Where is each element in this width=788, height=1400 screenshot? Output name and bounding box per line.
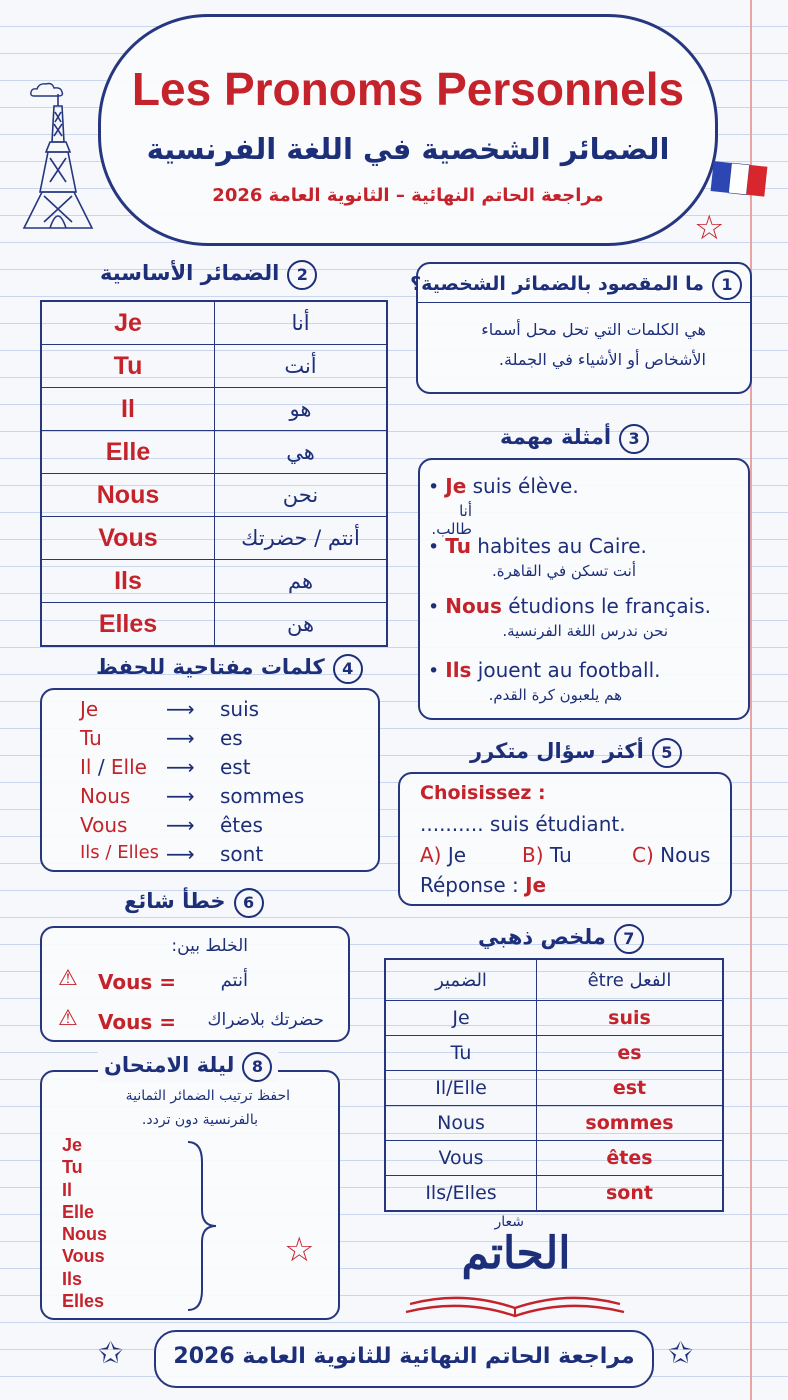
example-sentence: habites au Caire. [470, 534, 647, 558]
keyword-pronoun: Tu [80, 726, 102, 750]
example-sentence: étudions le français. [501, 594, 711, 618]
arabic-pronoun: أنا [215, 301, 388, 345]
footer-text: مراجعة الحاتم النهائية للثانوية العامة 2026 [173, 1344, 635, 1369]
keyword-verb: sommes [220, 784, 305, 808]
french-flag-icon [706, 158, 774, 200]
star-icon: ☆ [284, 1230, 315, 1270]
table-row [385, 1141, 723, 1176]
golden-summary-table [384, 958, 724, 1212]
example-pronoun: Je [445, 474, 467, 498]
list-item: Elles [62, 1291, 105, 1312]
arrow-icon: ⟶ [166, 697, 195, 721]
french-pronoun: Je [41, 301, 215, 345]
example-3-translation: نحن ندرس اللغة الفرنسية. [502, 622, 668, 640]
answer: Réponse : Je [420, 873, 547, 897]
section7-number: 7 [614, 924, 644, 954]
warning-icon: ⚠ [58, 1006, 78, 1031]
example-pronoun: Ils [445, 658, 472, 682]
section7-title: ملخص ذهبي [478, 925, 606, 949]
example-pronoun: Tu [445, 534, 471, 558]
arrow-icon: ⟶ [166, 726, 195, 750]
french-pronoun: Elle [41, 431, 215, 474]
warning-icon: ⚠ [58, 966, 78, 991]
table-row [41, 388, 387, 431]
keyword-row [80, 842, 159, 863]
divider [418, 302, 750, 303]
table-header-row [385, 959, 723, 1001]
page-tagline: مراجعة الحاتم النهائية – الثانوية العامة 2026 [212, 185, 604, 206]
star-icon: ✩ [668, 1336, 694, 1371]
summary-pronoun: Ils/Elles [385, 1176, 537, 1212]
example-2-translation: أنت تسكن في القاهرة. [491, 562, 636, 580]
example-4: • Ils jouent au football. [428, 658, 661, 682]
table-row [41, 603, 387, 647]
keyword-row [80, 726, 102, 750]
keyword-separator: / [91, 755, 111, 779]
keyword-verb: êtes [220, 813, 263, 837]
list-item: Elle [62, 1201, 95, 1222]
example-1-translation: أنا طالب. [431, 502, 472, 538]
mistake-arabic: أنتم [220, 970, 248, 991]
section2-number: 2 [287, 260, 317, 290]
french-pronoun: Vous [41, 517, 215, 560]
summary-pronoun: Tu [385, 1036, 537, 1071]
section2-title: الضمائر الأساسية [100, 261, 280, 285]
table-row [41, 474, 387, 517]
arabic-pronoun: هن [215, 603, 388, 647]
question-text: .......... suis étudiant. [420, 812, 626, 836]
arabic-pronoun: هي [215, 431, 388, 474]
notebook-margin-line [750, 0, 752, 1400]
table-row [385, 1176, 723, 1212]
keyword-verb: suis [220, 697, 260, 721]
arrow-icon: ⟶ [166, 784, 195, 808]
arabic-pronoun: هم [215, 560, 388, 603]
arabic-pronoun: أنتم / حضرتك [215, 517, 388, 560]
eiffel-tower-icon [20, 92, 96, 232]
option-a[interactable]: A) Je [420, 843, 467, 867]
french-pronoun: Nous [41, 474, 215, 517]
list-item: Vous [62, 1246, 105, 1267]
example-3: • Nous étudions le français. [428, 594, 711, 618]
table-row [41, 517, 387, 560]
arrow-icon: ⟶ [166, 813, 195, 837]
summary-verb: suis [537, 1001, 724, 1036]
table-row [385, 1001, 723, 1036]
keyword-pronoun: Ils / Elles [80, 842, 160, 863]
example-4-translation: هم يلعبون كرة القدم. [488, 686, 622, 704]
section1-heading [410, 270, 742, 300]
page-subtitle: الضمائر الشخصية في اللغة الفرنسية [146, 132, 670, 166]
summary-pronoun: Il/Elle [385, 1071, 537, 1106]
exam-night-line-2: بالفرنسية دون تردد. [141, 1112, 258, 1128]
arabic-pronoun: هو [215, 388, 388, 431]
french-pronoun: Il [41, 388, 215, 431]
arabic-pronoun: نحن [215, 474, 388, 517]
list-item: Nous [62, 1224, 107, 1245]
keyword-verb: est [220, 755, 251, 779]
keyword-row [80, 755, 147, 779]
table-row [385, 1036, 723, 1071]
summary-pronoun: Vous [385, 1141, 537, 1176]
section3-number: 3 [619, 424, 649, 454]
summary-verb: sont [537, 1176, 724, 1212]
header-cloud [98, 14, 718, 246]
curly-brace-icon [184, 1138, 224, 1314]
summary-verb: est [537, 1071, 724, 1106]
keyword-pronoun: Il [80, 755, 92, 779]
table-row [41, 345, 387, 388]
section2-heading [100, 260, 317, 290]
open-book-icon [402, 1286, 628, 1320]
keyword-row [80, 697, 98, 721]
table-row [41, 431, 387, 474]
pronoun-order-list [62, 1134, 107, 1312]
star-icon: ☆ [694, 208, 725, 248]
header-verb: الفعل être [537, 959, 724, 1001]
logo-caption: شعار [494, 1214, 524, 1230]
section6-number: 6 [234, 888, 264, 918]
keyword-pronoun: Elle [110, 755, 147, 779]
section1-title: ما المقصود بالضمائر الشخصية؟ [410, 273, 704, 295]
definition-line-1: هي الكلمات التي تحل محل أسماء [481, 320, 706, 339]
keyword-pronoun: Vous [80, 813, 128, 837]
arrow-icon: ⟶ [166, 842, 195, 866]
star-icon: ✩ [98, 1336, 124, 1371]
french-pronoun: Tu [41, 345, 215, 388]
section5-title: أكثر سؤال متكرر [470, 739, 644, 763]
table-row [41, 301, 387, 345]
mistake-row: Vous = [98, 970, 177, 994]
table-row [385, 1071, 723, 1106]
keyword-pronoun: Je [80, 697, 99, 721]
summary-verb: sommes [537, 1106, 724, 1141]
table-row [41, 560, 387, 603]
summary-pronoun: Je [385, 1001, 537, 1036]
exam-night-line-1: احفظ ترتيب الضمائر الثمانية [125, 1088, 290, 1104]
mistake-intro: الخلط بين: [171, 936, 248, 956]
summary-verb: êtes [537, 1141, 724, 1176]
page-title: Les Pronoms Personnels [131, 63, 685, 115]
section4-heading [96, 654, 363, 684]
table-row [385, 1106, 723, 1141]
mistake-row: Vous = [98, 1010, 177, 1034]
french-pronoun: Ils [41, 560, 215, 603]
section8-title: ليلة الامتحان [104, 1053, 235, 1077]
option-b[interactable]: B) Tu [522, 843, 572, 867]
list-item: Il [62, 1179, 73, 1200]
example-pronoun: Nous [445, 594, 502, 618]
keyword-verb: es [220, 726, 243, 750]
list-item: Tu [62, 1157, 83, 1178]
section5-heading [470, 738, 682, 768]
example-2: • Tu habites au Caire. [428, 534, 647, 558]
section6-title: خطأ شائع [124, 889, 226, 913]
basic-pronouns-table [40, 300, 388, 647]
section5-number: 5 [652, 738, 682, 768]
section8-heading [98, 1052, 278, 1082]
question-instruction: Choisissez : [420, 782, 546, 804]
small-cloud-icon [28, 80, 68, 100]
arrow-icon: ⟶ [166, 755, 195, 779]
header-pronoun: الضمير [385, 959, 537, 1001]
mistake-arabic: حضرتك بلاضراك [207, 1010, 324, 1030]
section6-heading [124, 888, 264, 918]
logo-name: الحاتم [461, 1228, 571, 1279]
section7-heading [478, 924, 644, 954]
keyword-row [80, 813, 127, 837]
list-item: Ils [62, 1268, 83, 1289]
section4-number: 4 [333, 654, 363, 684]
section1-number: 1 [712, 270, 742, 300]
keyword-verb: sont [220, 842, 264, 866]
section3-title: أمثلة مهمة [500, 425, 612, 449]
keyword-pronoun: Nous [80, 784, 131, 808]
section3-heading [500, 424, 649, 454]
example-sentence: suis élève. [466, 474, 579, 498]
summary-verb: es [537, 1036, 724, 1071]
keyword-row [80, 784, 130, 808]
list-item: Je [62, 1135, 83, 1155]
example-sentence: jouent au football. [471, 658, 661, 682]
section8-number: 8 [242, 1052, 272, 1082]
example-1: • Je suis élève. [428, 474, 579, 498]
definition-line-2: الأشخاص أو الأشياء في الجملة. [498, 350, 706, 369]
arabic-pronoun: أنت [215, 345, 388, 388]
french-pronoun: Elles [41, 603, 215, 647]
section4-title: كلمات مفتاحية للحفظ [96, 655, 325, 679]
summary-pronoun: Nous [385, 1106, 537, 1141]
option-c[interactable]: C) Nous [632, 843, 711, 867]
